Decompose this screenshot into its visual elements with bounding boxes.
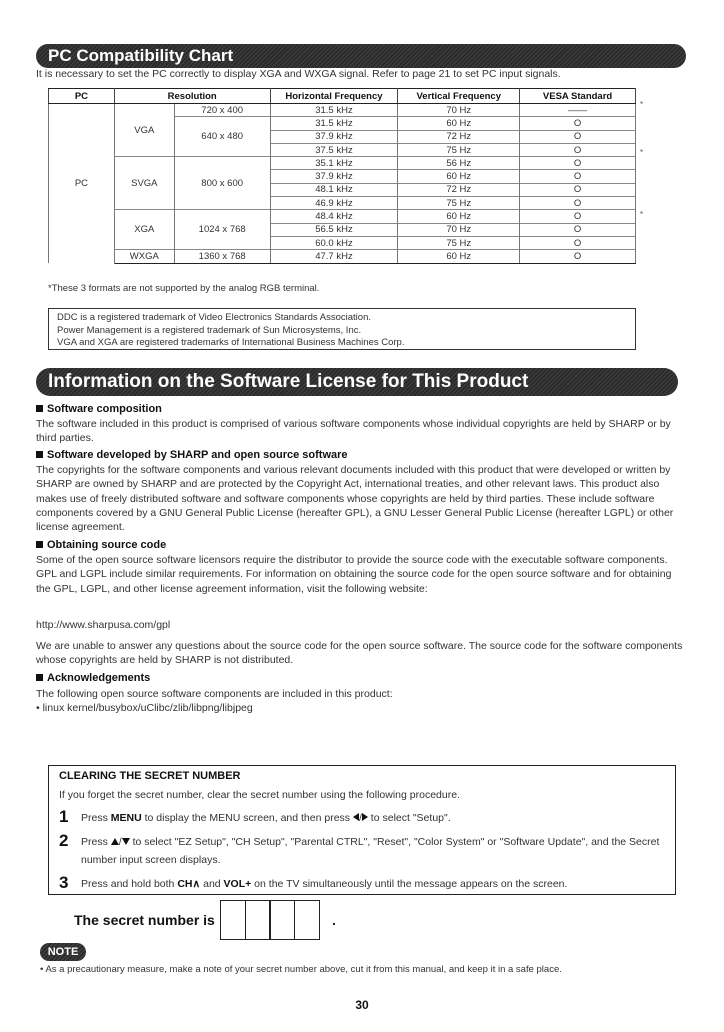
secret-number-boxes [220,900,318,940]
trademark-line: DDC is a registered trademark of Video Electronics Standards Association. [57,312,372,323]
hfreq-cell: 46.9 kHz [270,197,398,210]
vesa-cell: O [520,236,636,249]
trademark-box [48,308,636,350]
vfreq-cell: 56 Hz [398,157,520,170]
down-arrow-icon [122,838,130,845]
secret-box-intro: If you forget the secret number, clear the secret number using the following procedure. [59,789,460,801]
vfreq-cell: 60 Hz [398,210,520,223]
vfreq-cell: 60 Hz [398,117,520,130]
resolution-cell: 800 x 600 [174,157,270,210]
digit-box[interactable] [220,900,246,940]
col-header-vertical: Vertical Frequency [398,89,520,104]
vfreq-cell: 60 Hz [398,170,520,183]
note-badge: NOTE [40,943,86,961]
bullet-square-icon [36,674,43,681]
step-3 [59,875,665,893]
step-number: 3 [59,873,69,892]
trademark-line: Power Management is a registered trademark of Sun Microsystems, Inc. [57,324,362,336]
resolution-cell: 1360 x 768 [174,250,270,263]
section-heading: Acknowledgements [36,672,150,684]
hfreq-cell: 48.4 kHz [270,210,398,223]
paragraph: The software included in this product is comprised of various software components whose individual copyrights are held by SHARP or by third parties. [36,418,671,445]
hfreq-cell: 37.9 kHz [270,170,398,183]
secret-number-label: The secret number is [74,912,215,928]
table-row [49,210,636,223]
secret-box-title: CLEARING THE SECRET NUMBER [59,770,241,782]
left-arrow-icon [353,813,359,821]
vesa-cell: O [520,197,636,210]
pc-compatibility-table [48,88,636,264]
hfreq-cell: 31.5 kHz [270,104,398,117]
hfreq-cell: 56.5 kHz [270,223,398,236]
step-2 [59,833,665,869]
hfreq-cell: 35.1 kHz [270,157,398,170]
paragraph: The copyrights for the software components and various relevant documents included with this product that were developed or written by SHARP are owned by SHARP and are protected by the Copyright Act, international treaties, and other relevant laws. This product also makes use of freely distributed software and software components whose copyrights are held by third parties. These include software components covered by a GNU General Public License (hereafter GPL), a GNU Lesser General Public License (hereafter LGPL) or other license agreement. [36,464,674,534]
vfreq-cell: 60 Hz [398,250,520,263]
trademark-line: VGA and XGA are registered trademarks of International Business Machines Corp. [57,337,405,348]
paragraph: Some of the open source software licensors require the distributor to provide the source code with the executable software components. GPL and LGPL include similar requirements. For information on obtaining the source code for the open source software and for obtaining the GPL, LGPL, and other license agreement information, visit the following website: [36,554,672,595]
vesa-cell: O [520,183,636,196]
section-heading: Software developed by SHARP and open source software [36,449,348,461]
vfreq-cell: 75 Hz [398,143,520,156]
hfreq-cell: 47.7 kHz [270,250,398,263]
pc-chart-intro: It is necessary to set the PC correctly to display XGA and WXGA signal. Refer to page 21 to set PC input signals. [36,68,561,80]
vfreq-cell: 75 Hz [398,197,520,210]
group-svga: SVGA [114,157,174,210]
pc-compatibility-banner [36,44,686,68]
note-text: • As a precautionary measure, make a note of your secret number above, cut it from this manual, and keep it in a safe place. [40,964,562,975]
pc-chart-title: PC Compatibility Chart [48,46,234,65]
col-header-vesa: VESA Standard [520,89,636,104]
period: . [332,912,336,928]
section-heading: Obtaining source code [36,539,166,551]
group-wxga: WXGA [114,250,174,263]
vfreq-cell: 70 Hz [398,104,520,117]
bullet-square-icon [36,405,43,412]
table-row [49,157,636,170]
secret-number-box [48,765,676,895]
gpl-url-link[interactable]: http://www.sharpusa.com/gpl [36,619,171,631]
col-header-pc: PC [49,89,115,104]
vesa-cell: O [520,130,636,143]
hfreq-cell: 37.5 kHz [270,143,398,156]
paragraph: We are unable to answer any questions about the source code for the open source software. The source code for the software components whose copyrights are held by SHARP is not distributed. [36,640,683,667]
resolution-cell: 640 x 480 [174,117,270,157]
hfreq-cell: 31.5 kHz [270,117,398,130]
hfreq-cell: 60.0 kHz [270,236,398,249]
table-row [49,104,636,117]
vfreq-cell: 72 Hz [398,130,520,143]
digit-box[interactable] [269,900,295,940]
hfreq-cell: 48.1 kHz [270,183,398,196]
vfreq-cell: 70 Hz [398,223,520,236]
step-text: Press / to select "EZ Setup", "CH Setup", "Parental CTRL", "Reset", "Color System" or "Software Update", and the Secret number input screen displays. [81,836,660,866]
group-xga: XGA [114,210,174,250]
list-item: • linux kernel/busybox/uClibc/zlib/libpng/libjpeg [36,702,253,714]
vesa-cell: O [520,210,636,223]
footnote-star: * [640,100,644,109]
digit-box[interactable] [245,900,271,940]
bullet-square-icon [36,541,43,548]
vesa-cell: O [520,250,636,263]
vesa-cell: O [520,157,636,170]
pc-cell: PC [49,104,115,264]
col-header-resolution: Resolution [114,89,270,104]
vfreq-cell: 75 Hz [398,236,520,249]
footnote-star: * [640,210,644,219]
section-heading: Software composition [36,403,162,415]
digit-box[interactable] [294,900,320,940]
license-title: Information on the Software License for This Product [48,371,529,392]
group-vga: VGA [114,104,174,157]
vesa-cell: —— [520,104,636,117]
vesa-cell: O [520,117,636,130]
bullet-square-icon [36,451,43,458]
step-text: Press and hold both CH∧ and VOL+ on the TV simultaneously until the message appears on the screen. [81,878,568,890]
footnote-star: * [640,148,644,157]
paragraph: The following open source software components are included in this product: [36,688,393,700]
vesa-cell: O [520,170,636,183]
table-row [49,250,636,263]
col-header-horizontal: Horizontal Frequency [270,89,398,104]
page-number: 30 [355,998,369,1012]
up-arrow-icon [111,838,119,845]
step-text: Press MENU to display the MENU screen, and then press / to select "Setup". [81,812,451,824]
hfreq-cell: 37.9 kHz [270,130,398,143]
resolution-cell: 1024 x 768 [174,210,270,250]
software-license-banner [36,368,678,396]
table-header-row [49,89,636,104]
vesa-cell: O [520,223,636,236]
step-number: 2 [59,831,69,850]
table-footnote: *These 3 formats are not supported by the analog RGB terminal. [48,283,320,294]
resolution-cell: 720 x 400 [174,104,270,117]
step-number: 1 [59,807,69,826]
vesa-cell: O [520,143,636,156]
vfreq-cell: 72 Hz [398,183,520,196]
step-1 [59,809,665,827]
